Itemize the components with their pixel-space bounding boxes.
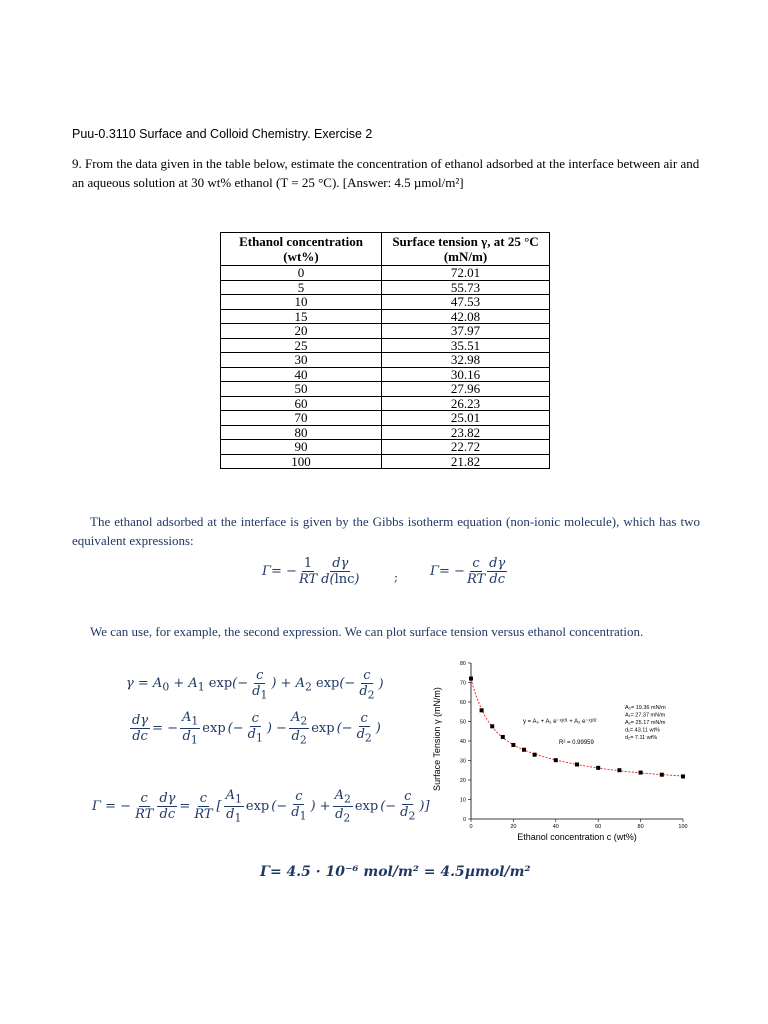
table-row	[221, 324, 550, 339]
concentration-cell: 80	[221, 425, 382, 440]
x-tick-label: 80	[637, 824, 644, 830]
table-row	[221, 353, 550, 368]
concentration-cell: 25	[221, 338, 382, 353]
r-squared-label: R² = 0.99959	[559, 740, 594, 746]
concentration-cell: 40	[221, 367, 382, 382]
problem-statement: 9. From the data given in the table below, estimate the concentration of ethanol adsorbed at the interface between air and an aqueous solution at 30 wt% ethanol (T = 25 °C). [Answer: 4.5 µmol/m²]	[72, 156, 700, 190]
surface-tension-cell: 37.97	[382, 324, 550, 339]
column-header-unit: (wt%)	[283, 249, 319, 264]
fit-parameter: d₂= 7.11 wt%	[625, 735, 658, 741]
y-tick-label: 10	[459, 797, 466, 804]
gibbs-paragraph: The ethanol adsorbed at the interface is given by the Gibbs isotherm equation (non-ionic molecule), which has two equivalent expressions:	[72, 514, 700, 548]
data-point	[522, 748, 526, 752]
y-tick-label: 0	[462, 817, 466, 823]
table-row	[221, 396, 550, 411]
concentration-cell: 10	[221, 295, 382, 310]
fit-parameter: A₀= 19.36 mN/m	[625, 705, 666, 711]
table-row	[221, 280, 550, 295]
x-tick-label: 60	[595, 824, 602, 830]
y-tick-label: 40	[459, 739, 466, 745]
surface-tension-cell: 47.53	[382, 295, 550, 310]
column-header-surface-tension	[382, 233, 550, 266]
y-tick-label: 60	[459, 700, 466, 706]
surface-tension-cell: 32.98	[382, 353, 550, 368]
x-tick-label: 0	[469, 824, 473, 830]
derivative-equation: $\frac{d\gamma}{dc}$ = − $\frac{A_1}{d_1}$ exp (− $\frac{c}{d_1}$ ) − $\frac{A_2}{d_2}$ exp (− $\frac{c}{d_2}$ )	[132, 710, 381, 747]
column-header-unit: (mN/m)	[443, 249, 488, 264]
column-header-line: Ethanol concentration	[239, 234, 363, 249]
table-row	[221, 382, 550, 397]
y-tick-label: 70	[459, 680, 466, 687]
fraction: $\frac{d\gamma}{dc}$	[489, 556, 506, 587]
concentration-cell: 30	[221, 353, 382, 368]
x-tick-label: 20	[510, 824, 517, 830]
concentration-cell: 60	[221, 396, 382, 411]
surface-tension-cell: 27.96	[382, 382, 550, 397]
data-point	[501, 735, 505, 739]
surface-tension-chart	[425, 655, 700, 850]
table-header-row	[221, 233, 550, 266]
fit-equation: $\gamma = A_0 + A_1$ exp(− $\frac{c}{d_1}$ ) + $A_2$ exp(− $\frac{c}{d_2}$ )	[126, 668, 384, 702]
concentration-cell: 15	[221, 309, 382, 324]
course-header: Puu-0.3110 Surface and Colloid Chemistry. Exercise 2	[72, 127, 373, 141]
final-result: Γ= 4.5 · 10⁻⁶ mol/m² = 4.5µmol/m²	[260, 864, 531, 880]
data-point	[617, 768, 621, 772]
concentration-cell: 70	[221, 411, 382, 426]
table-row	[221, 309, 550, 324]
surface-tension-cell: 25.01	[382, 411, 550, 426]
table-row	[221, 295, 550, 310]
surface-tension-cell: 22.72	[382, 440, 550, 455]
column-header-concentration	[221, 233, 382, 266]
data-point	[490, 724, 494, 728]
concentration-cell: 0	[221, 266, 382, 281]
concentration-cell: 5	[221, 280, 382, 295]
table-row	[221, 338, 550, 353]
data-point	[469, 677, 473, 681]
fit-equation-label: y = A₀ + A₁ e⁻ˣ/ᵈ¹ + A₂ e⁻ˣ/ᵈ²	[523, 719, 597, 725]
surface-tension-cell: 30.16	[382, 367, 550, 382]
data-point	[681, 774, 685, 778]
fit-parameter: A₂= 25.17 mN/m	[625, 720, 666, 726]
data-table	[220, 232, 550, 469]
table-row	[221, 411, 550, 426]
fit-parameter: d₁= 43.11 wt%	[625, 727, 660, 734]
surface-tension-cell: 21.82	[382, 454, 550, 469]
y-tick-label: 30	[459, 758, 466, 765]
data-point	[533, 753, 537, 757]
gibbs-equation-1	[262, 556, 361, 587]
data-point	[660, 773, 664, 777]
gibbs-equation-2	[430, 556, 507, 587]
table-row	[221, 266, 550, 281]
fraction: $\frac{c}{RT}$	[466, 556, 486, 587]
data-point	[480, 708, 484, 712]
concentration-cell: 90	[221, 440, 382, 455]
data-point	[575, 762, 579, 766]
concentration-cell: 20	[221, 324, 382, 339]
surface-tension-cell: 23.82	[382, 425, 550, 440]
y-tick-label: 20	[459, 778, 466, 784]
table-row	[221, 367, 550, 382]
surface-tension-cell: 26.23	[382, 396, 550, 411]
fraction: $\frac{1}{RT}$	[298, 556, 318, 587]
fraction: $\frac{d\gamma}{d(\ln c)}$	[321, 556, 360, 587]
surface-tension-cell: 42.08	[382, 309, 550, 324]
table-row	[221, 425, 550, 440]
equation-separator: ;	[394, 570, 399, 584]
x-axis-label: Ethanol concentration c (wt%)	[517, 832, 637, 842]
surface-tension-cell: 72.01	[382, 266, 550, 281]
gamma-symbol: Γ= −	[430, 564, 465, 579]
x-tick-label: 40	[552, 824, 559, 830]
gamma-result-equation: Γ = − $\frac{c}{RT}$ $\frac{d\gamma}{dc}$ = $\frac{c}{RT}$ [ $\frac{A_1}{d_1}$ exp (− $\frac{c}{d_1}$ ) + $\frac{A_2}{d_2}$ exp (− $\frac{c}{d_2}$ )]	[92, 788, 430, 825]
table-row	[221, 440, 550, 455]
data-point	[554, 758, 558, 762]
surface-tension-cell: 35.51	[382, 338, 550, 353]
table-body	[221, 266, 550, 469]
table-row	[221, 454, 550, 469]
concentration-cell: 50	[221, 382, 382, 397]
fit-parameter: A₁= 27.37 mN/m	[625, 712, 666, 719]
data-point	[511, 743, 515, 747]
fit-parameters	[625, 705, 666, 741]
y-tick-label: 80	[459, 661, 466, 667]
y-axis-label: Surface Tension γ (mN/m)	[432, 687, 442, 791]
column-header-line: Surface tension γ, at 25 °C	[392, 234, 539, 249]
x-tick-label: 100	[678, 824, 688, 830]
data-point	[596, 766, 600, 770]
concentration-cell: 100	[221, 454, 382, 469]
y-tick-label: 50	[459, 719, 466, 726]
gamma-symbol: Γ= −	[262, 564, 297, 579]
plot-intro-paragraph: We can use, for example, the second expression. We can plot surface tension versus ethanol concentration.	[90, 624, 644, 639]
surface-tension-cell: 55.73	[382, 280, 550, 295]
data-point	[639, 771, 643, 775]
